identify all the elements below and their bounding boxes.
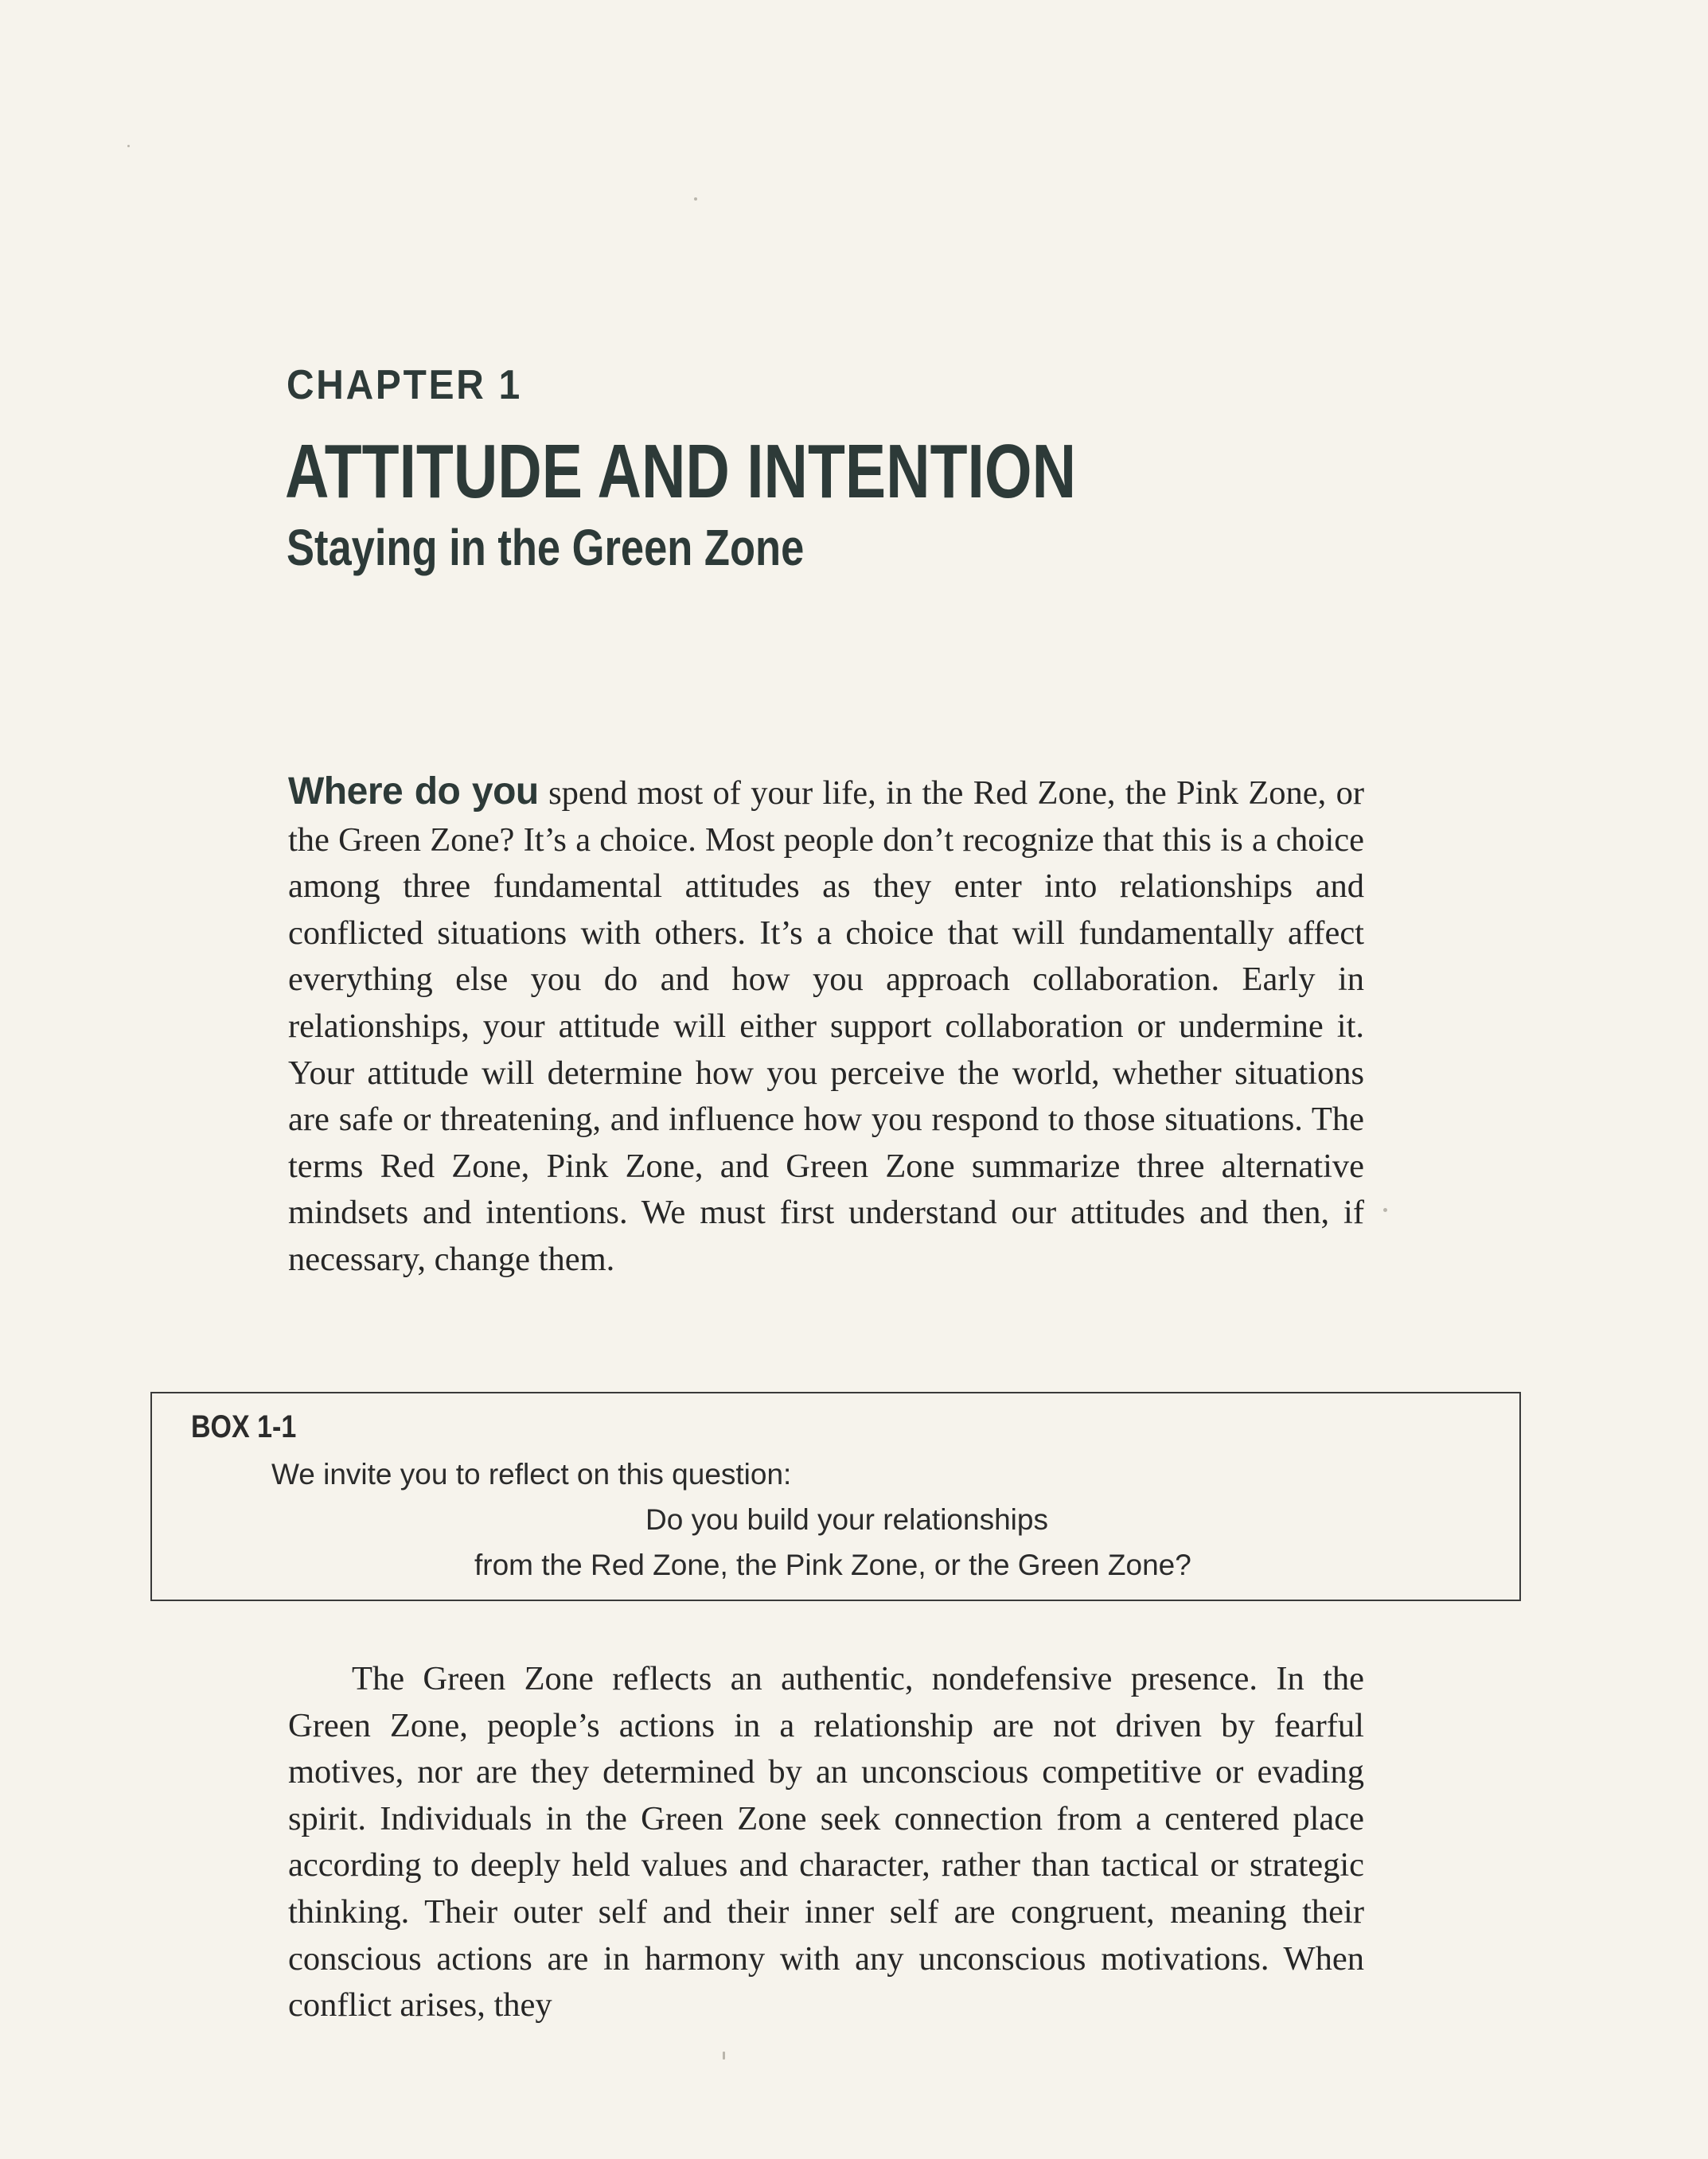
box-intro-text: We invite you to reflect on this question: <box>271 1458 792 1491</box>
box-question-line-1: Do you build your relationships <box>645 1503 1048 1536</box>
chapter-title: ATTITUDE AND INTENTION <box>285 429 1077 514</box>
scan-speck <box>723 2052 725 2060</box>
scan-speck <box>694 197 697 201</box>
paragraph-lead-in: Where do you <box>288 770 539 813</box>
opening-paragraph-text: spend most of your life, in the Red Zone, the Pink Zone, or the Green Zone? It’s a choice. Most people don’t recognize that this is a choice among three fundamental attitudes as they enter into relationships and conflicted situations with others. It’s a choice that will fundamentally affect everything else you do and how you approach collaboration. Early in relationships, your attitude will either support collaboration or undermine it. Your attitude will determine how you perceive the world, whether situations are safe or threatening, and influence how you respond to those situations. The terms Red Zone, Pink Zone, and Green Zone summarize three alternative mindsets and intentions. We must first understand our attitudes and then, if necessary, change them. <box>288 774 1364 1278</box>
box-question-line-2: from the Red Zone, the Pink Zone, or the Green Zone? <box>474 1549 1191 1581</box>
scan-speck <box>127 145 130 147</box>
green-zone-paragraph: The Green Zone reflects an authentic, nondefensive presence. In the Green Zone, people’s actions in a relationship are not driven by fearful motives, nor are they determined by an unconscious competitive or evading spirit. Individuals in the Green Zone seek connection from a centered place according to deeply held values and character, rather than tactical or strategic thinking. Their outer self and their inner self are congruent, meaning their conscious actions are in harmony with any unconscious motivations. When conflict arises, they <box>288 1660 1364 2025</box>
opening-paragraph <box>288 769 1364 1284</box>
box-label: BOX 1-1 <box>191 1409 297 1444</box>
scan-speck <box>1383 1208 1387 1212</box>
reflection-box <box>150 1392 1521 1601</box>
chapter-label: CHAPTER 1 <box>287 362 522 408</box>
chapter-subtitle: Staying in the Green Zone <box>287 519 805 576</box>
